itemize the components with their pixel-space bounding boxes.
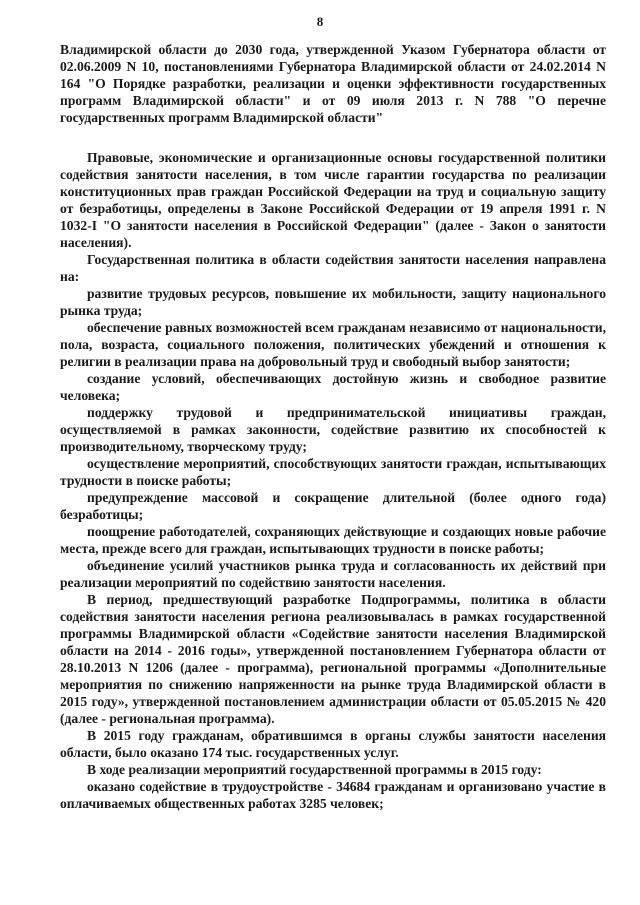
page-number: 8	[316, 14, 324, 29]
list-item-employer-encouragement: поощрение работодателей, сохраняющих действующие и создающих новые рабочие места, прежде всего для граждан, испытывающих трудности в поиске работы;	[60, 524, 606, 556]
paragraph-program-results-intro: В ходе реализации мероприятий государственной программы в 2015 году:	[87, 762, 542, 777]
paragraph-legal-basis: Правовые, экономические и организационные основы государственной политики содействия занятости населения, в том числе гарантии государства по реализации конституционных прав граждан Российской Федерации на труд и социальную защиту от безработицы, определены в Законе Российской Федерации от 19 апреля 1991 г. N 1032-I "О занятости населения в Российской Федерации" (далее - Закон о занятости населения).	[60, 150, 606, 250]
body-text-top	[60, 41, 606, 126]
list-item-unemployment-prevention: предупреждение массовой и сокращение длительной (более одного года) безработицы;	[60, 490, 606, 522]
paragraph-services-2015: В 2015 году гражданам, обратившимся в органы службы занятости населения области, было оказано 174 тыс. государственных услуг.	[60, 728, 606, 760]
list-item-decent-life: создание условий, обеспечивающих достойную жизнь и свободное развитие человека;	[60, 371, 606, 403]
paragraph-previous-period: В период, предшествующий разработке Подпрограммы, политика в области содействия занятости населения региона реализовывалась в рамках государственной программы Владимирской области «Содействие занятости населения Владимирской области на 2014 - 2016 годы», утвержденной постановлением Губернатора области от 28.10.2013 N 1206 (далее - программа), региональной программы «Дополнительные мероприятия по снижению напряженности на рынке труда Владимирской области в 2015 году», утвержденной постановлением администрации области от 05.05.2015 № 420 (далее - региональная программа).	[60, 592, 606, 726]
list-item-labor-initiative: поддержку трудовой и предпринимательской инициативы граждан, осуществляемой в рамках законности, содействие развитию их способностей к производительному, творческому труду;	[60, 405, 606, 454]
list-item-joint-efforts: объединение усилий участников рынка труда и согласованность их действий при реализации мероприятий по содействию занятости населения.	[60, 558, 606, 590]
body-text-main	[60, 149, 606, 812]
list-item-employment-measures: осуществление мероприятий, способствующих занятости граждан, испытывающих трудности в поиске работы;	[60, 456, 606, 488]
paragraph-intro-continuation: Владимирской области до 2030 года, утвержденной Указом Губернатора области от 02.06.2009 N 10, постановлениями Губернатора Владимирской области от 24.02.2014 N 164 "О Порядке разработки, реализации и оценки эффективности государственных программ Владимирской области" и от 09 июля 2013 г. N 788 "О перечне государственных программ Владимирской области"	[60, 42, 606, 125]
paragraph-policy-directions-intro: Государственная политика в области содействия занятости населения направлена на:	[60, 252, 606, 284]
list-item-equal-opportunities: обеспечение равных возможностей всем гражданам независимо от национальности, пола, возраста, социального положения, политических убеждений и отношения к религии в реализации права на добровольный труд и свободный выбор занятости;	[60, 320, 606, 369]
paragraph-employment-assistance: оказано содействие в трудоустройстве - 34684 гражданам и организовано участие в оплачиваемых общественных работах 3285 человек;	[60, 779, 606, 811]
list-item-labor-resources: развитие трудовых ресурсов, повышение их мобильности, защиту национального рынка труда;	[60, 286, 606, 318]
